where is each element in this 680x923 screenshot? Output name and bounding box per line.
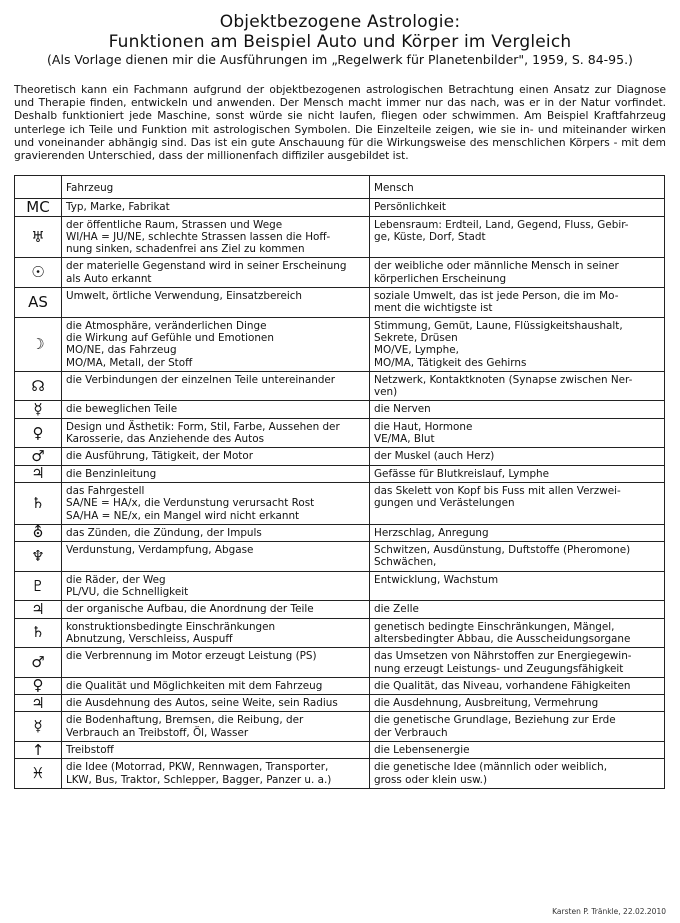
table-row xyxy=(15,465,665,482)
human-cell xyxy=(370,524,665,541)
cell-line: konstruktionsbedingte Einschränkungen xyxy=(66,620,276,633)
human-cell xyxy=(370,759,665,789)
table-header-row xyxy=(15,176,665,199)
cell-line: der organische Aufbau, die Anordnung der Teile xyxy=(66,603,314,616)
cell-line: nung erzeugt Leistungs- und Zeugungsfähigkeit xyxy=(374,662,624,675)
vehicle-cell xyxy=(62,524,370,541)
cell-line: die Verbindungen der einzelnen Teile untereinander xyxy=(66,373,336,386)
vehicle-cell xyxy=(62,371,370,401)
cell-line: Netzwerk, Kontaktknoten (Synapse zwischen Ner- xyxy=(374,373,633,386)
astro-symbol-icon: ☉ xyxy=(15,258,62,288)
astro-symbol-icon: ♂ xyxy=(15,448,62,465)
human-cell xyxy=(370,418,665,448)
human-cell xyxy=(370,371,665,401)
human-cell xyxy=(370,648,665,678)
human-cell xyxy=(370,482,665,524)
vehicle-cell xyxy=(62,317,370,371)
astro-symbol-icon: ☽ xyxy=(15,317,62,371)
cell-line: Sekrete, Drüsen xyxy=(374,331,458,344)
cell-line: WI/HA = JU/NE, schlechte Strassen lassen die Hoff- xyxy=(66,230,331,243)
astro-symbol-icon: ♄ xyxy=(15,618,62,648)
astro-symbol-icon: ☿ xyxy=(15,401,62,418)
table-row xyxy=(15,542,665,572)
cell-line: Schwitzen, Ausdünstung, Duftstoffe (Pheromone) xyxy=(374,544,631,557)
cell-line: MO/VE, Lymphe, xyxy=(374,344,459,357)
table-row xyxy=(15,712,665,742)
vehicle-cell xyxy=(62,759,370,789)
cell-line: die Zelle xyxy=(374,603,419,616)
human-cell xyxy=(370,216,665,258)
table-row xyxy=(15,371,665,401)
vehicle-cell xyxy=(62,465,370,482)
cell-line: die Wirkung auf Gefühle und Emotionen xyxy=(66,331,274,344)
astro-symbol-icon: ♀ xyxy=(15,418,62,448)
table-row xyxy=(15,618,665,648)
astro-symbol-icon: ☊ xyxy=(15,371,62,401)
cell-line: die beweglichen Teile xyxy=(66,403,178,416)
cell-line: die Ausdehnung, Ausbreitung, Vermehrung xyxy=(374,697,599,710)
human-cell xyxy=(370,465,665,482)
cell-line: die Benzinleitung xyxy=(66,467,157,480)
vehicle-cell xyxy=(62,712,370,742)
title-block xyxy=(0,12,680,68)
vehicle-cell xyxy=(62,401,370,418)
table-row xyxy=(15,759,665,789)
cell-line: körperlichen Erscheinung xyxy=(374,272,507,285)
astro-symbol-icon: ♃ xyxy=(15,695,62,712)
header-vehicle: Fahrzeug xyxy=(62,176,370,199)
cell-line: die Ausführung, Tätigkeit, der Motor xyxy=(66,450,254,463)
cell-line: MO/MA, Metall, der Stoff xyxy=(66,356,193,369)
cell-line: gross oder klein usw.) xyxy=(374,773,488,786)
table-row xyxy=(15,216,665,258)
cell-line: Lebensraum: Erdteil, Land, Gegend, Fluss, Gebir- xyxy=(374,218,629,231)
cell-line: MO/MA, Tätigkeit des Gehirns xyxy=(374,356,527,369)
page-subtitle: (Als Vorlage dienen mir die Ausführungen im „Regelwerk für Planetenbilder", 1959, S. 84-95.) xyxy=(47,52,633,67)
cell-line: SA/HA = NE/x, ein Mangel wird nicht erkannt xyxy=(66,509,300,522)
cell-line: der öffentliche Raum, Strassen und Wege xyxy=(66,218,283,231)
human-cell xyxy=(370,401,665,418)
vehicle-cell xyxy=(62,418,370,448)
table-row xyxy=(15,648,665,678)
human-cell xyxy=(370,317,665,371)
vehicle-cell xyxy=(62,695,370,712)
table-row xyxy=(15,401,665,418)
cell-line: Stimmung, Gemüt, Laune, Flüssigkeitshaushalt, xyxy=(374,319,623,332)
cell-line: ge, Küste, Dorf, Stadt xyxy=(374,230,486,243)
cell-line: Typ, Marke, Fabrikat xyxy=(66,201,170,214)
cell-line: ment die wichtigste ist xyxy=(374,302,493,315)
table-row xyxy=(15,741,665,758)
intro-paragraph: Theoretisch kann ein Fachmann aufgrund der objektbezogenen astrologischen Betrachtung einen Ansatz zur Diagnose und Therapie finden, entwickeln und anwenden. Der Mensch macht immer nur das nach, was er in der Natur vorfindet. Deshalb funktioniert jede Maschine, sonst würde sie nicht laufen, fliegen oder schwimmen. Am Beispiel Kraftfahrzeug unterlege ich Teile und Funktion mit astrologischen Symbolen. Die Einzelteile zeigen, wie sie in- und miteinander wirken und voneinander abhängig sind. Das ist ein gute Anschauung für die Wirkungsweise des menschlichen Körpers - mit dem gravierenden Unterschied, dass der millionenfach diffiziler ausgebildet ist. xyxy=(14,84,666,163)
vehicle-cell xyxy=(62,199,370,216)
cell-line: ven) xyxy=(374,386,398,399)
human-cell xyxy=(370,618,665,648)
astro-symbol-icon: ↑ xyxy=(15,741,62,758)
table-row xyxy=(15,571,665,601)
vehicle-cell xyxy=(62,648,370,678)
table-row xyxy=(15,677,665,694)
cell-line: soziale Umwelt, das ist jede Person, die im Mo- xyxy=(374,290,619,303)
vehicle-cell xyxy=(62,216,370,258)
cell-line: das Umsetzen von Nährstoffen zur Energiegewin- xyxy=(374,650,632,663)
cell-line: die Qualität, das Niveau, vorhandene Fähigkeiten xyxy=(374,679,631,692)
author-credit: Karsten P. Tränkle, 22.02.2010 xyxy=(552,907,666,916)
cell-line: Gefässe für Blutkreislauf, Lymphe xyxy=(374,467,550,480)
vehicle-cell xyxy=(62,601,370,618)
cell-line: der materielle Gegenstand wird in seiner Erscheinung xyxy=(66,260,347,273)
astro-symbol-icon: ♀ xyxy=(15,677,62,694)
cell-line: Persönlichkeit xyxy=(374,201,446,214)
cell-line: die genetische Grundlage, Beziehung zur Erde xyxy=(374,714,616,727)
cell-line: der Muskel (auch Herz) xyxy=(374,450,495,463)
human-cell xyxy=(370,288,665,318)
human-cell xyxy=(370,542,665,572)
cell-line: die Nerven xyxy=(374,403,431,416)
cell-line: die Idee (Motorrad, PKW, Rennwagen, Transporter, xyxy=(66,761,329,774)
cell-line: die Ausdehnung des Autos, seine Weite, sein Radius xyxy=(66,697,338,710)
cell-line: VE/MA, Blut xyxy=(374,433,435,446)
cell-line: altersbedingter Abbau, die Ausscheidungsorgane xyxy=(374,632,631,645)
cell-line: die Qualität und Möglichkeiten mit dem Fahrzeug xyxy=(66,679,323,692)
cell-line: die Haut, Hormone xyxy=(374,420,473,433)
cell-line: die genetische Idee (männlich oder weiblich, xyxy=(374,761,608,774)
cell-line: das Zünden, die Zündung, der Impuls xyxy=(66,526,262,539)
table-row xyxy=(15,524,665,541)
cell-line: das Skelett von Kopf bis Fuss mit allen Verzwei- xyxy=(374,484,621,497)
comparison-table xyxy=(14,175,665,789)
astro-symbol-icon: ♃ xyxy=(15,601,62,618)
vehicle-cell xyxy=(62,571,370,601)
cell-line: Design und Ästhetik: Form, Stil, Farbe, Aussehen der xyxy=(66,420,340,433)
vehicle-cell xyxy=(62,741,370,758)
cell-line: die Verbrennung im Motor erzeugt Leistung (PS) xyxy=(66,650,317,663)
cell-line: Abnutzung, Verschleiss, Auspuff xyxy=(66,632,233,645)
cell-line: Karosserie, das Anziehende des Autos xyxy=(66,433,264,446)
table-row xyxy=(15,418,665,448)
astro-symbol-icon: MC xyxy=(15,199,62,216)
astro-symbol-icon: ⛢ xyxy=(15,524,62,541)
table-row xyxy=(15,288,665,318)
astro-symbol-icon: AS xyxy=(15,288,62,318)
table-row xyxy=(15,695,665,712)
page-title: Objektbezogene Astrologie: xyxy=(219,12,461,32)
page-title-line2: Funktionen am Beispiel Auto und Körper im Vergleich xyxy=(108,32,572,52)
cell-line: LKW, Bus, Traktor, Schlepper, Bagger, Panzer u. a.) xyxy=(66,773,332,786)
header-human: Mensch xyxy=(370,176,665,199)
vehicle-cell xyxy=(62,542,370,572)
cell-line: der Verbrauch xyxy=(374,726,448,739)
header-symbol xyxy=(15,176,62,199)
vehicle-cell xyxy=(62,258,370,288)
astro-symbol-icon: ♓ xyxy=(15,759,62,789)
cell-line: das Fahrgestell xyxy=(66,484,145,497)
human-cell xyxy=(370,258,665,288)
cell-line: der weibliche oder männliche Mensch in seiner xyxy=(374,260,619,273)
cell-line: Verdunstung, Verdampfung, Abgase xyxy=(66,544,254,557)
astro-symbol-icon: ♇ xyxy=(15,571,62,601)
table-row xyxy=(15,258,665,288)
astro-symbol-icon: ♃ xyxy=(15,465,62,482)
cell-line: PL/VU, die Schnelligkeit xyxy=(66,586,189,599)
human-cell xyxy=(370,741,665,758)
cell-line: Schwächen, xyxy=(374,556,437,569)
cell-line: SA/NE = HA/x, die Verdunstung verursacht Rost xyxy=(66,497,315,510)
human-cell xyxy=(370,695,665,712)
cell-line: Treibstoff xyxy=(66,743,114,756)
human-cell xyxy=(370,571,665,601)
table-row xyxy=(15,482,665,524)
table-row xyxy=(15,317,665,371)
astro-symbol-icon: ♅ xyxy=(15,216,62,258)
cell-line: Entwicklung, Wachstum xyxy=(374,573,499,586)
astro-symbol-icon: ☿ xyxy=(15,712,62,742)
astro-symbol-icon: ♆ xyxy=(15,542,62,572)
cell-line: die Atmosphäre, veränderlichen Dinge xyxy=(66,319,267,332)
vehicle-cell xyxy=(62,677,370,694)
cell-line: als Auto erkannt xyxy=(66,272,152,285)
cell-line: genetisch bedingte Einschränkungen, Mängel, xyxy=(374,620,615,633)
vehicle-cell xyxy=(62,288,370,318)
human-cell xyxy=(370,199,665,216)
cell-line: gungen und Verästelungen xyxy=(374,497,515,510)
cell-line: Verbrauch an Treibstoff, Öl, Wasser xyxy=(66,726,249,739)
vehicle-cell xyxy=(62,448,370,465)
cell-line: MO/NE, das Fahrzeug xyxy=(66,344,177,357)
cell-line: die Lebensenergie xyxy=(374,743,470,756)
table-row xyxy=(15,448,665,465)
human-cell xyxy=(370,677,665,694)
human-cell xyxy=(370,448,665,465)
cell-line: die Räder, der Weg xyxy=(66,573,166,586)
astro-symbol-icon: ♄ xyxy=(15,482,62,524)
cell-line: Umwelt, örtliche Verwendung, Einsatzbereich xyxy=(66,290,303,303)
human-cell xyxy=(370,712,665,742)
cell-line: nung sinken, schadenfrei ans Ziel zu kommen xyxy=(66,243,305,256)
table-row xyxy=(15,601,665,618)
table-row xyxy=(15,199,665,216)
cell-line: die Bodenhaftung, Bremsen, die Reibung, der xyxy=(66,714,304,727)
vehicle-cell xyxy=(62,618,370,648)
human-cell xyxy=(370,601,665,618)
vehicle-cell xyxy=(62,482,370,524)
astro-symbol-icon: ♂ xyxy=(15,648,62,678)
cell-line: Herzschlag, Anregung xyxy=(374,526,489,539)
